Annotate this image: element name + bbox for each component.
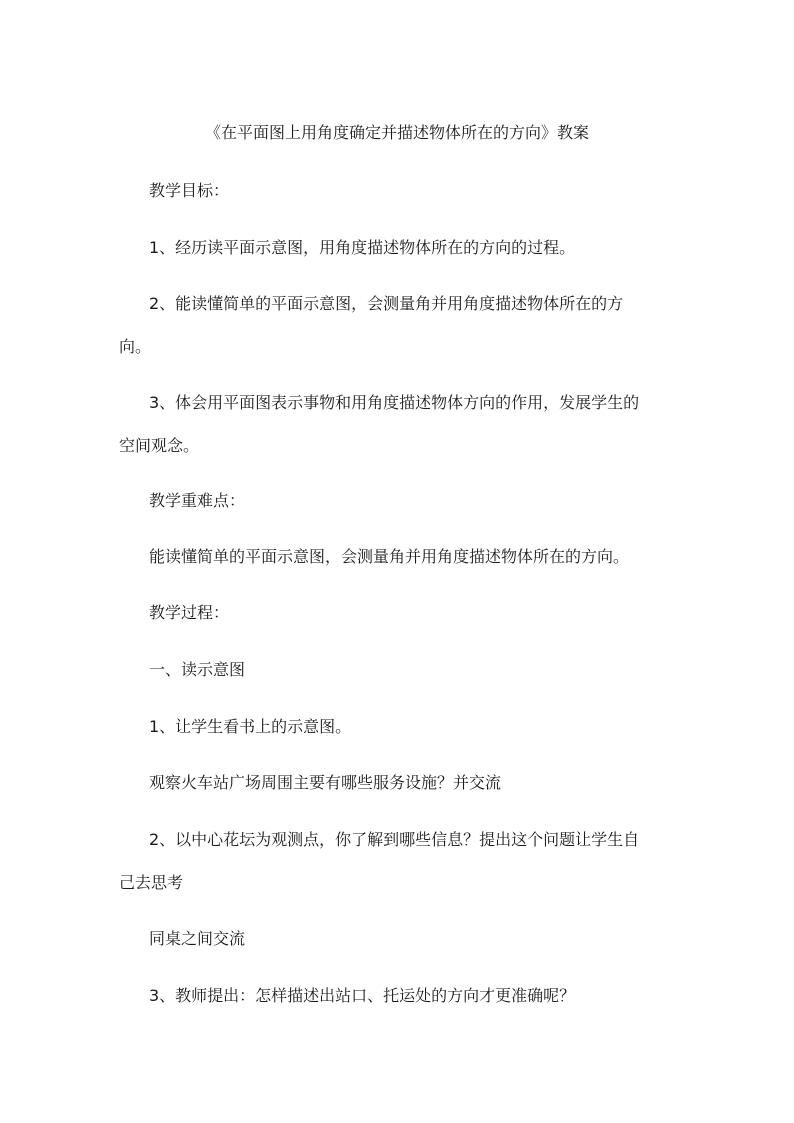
paragraph-line: 向。 [119, 337, 152, 356]
section-heading: 教学重难点： [149, 491, 246, 510]
document-title: 《在平面图上用角度确定并描述物体所在的方向》教案 [204, 123, 589, 142]
paragraph-line: 己去思考 [119, 873, 184, 892]
paragraph-line: 能读懂简单的平面示意图，会测量角并用角度描述物体所在的方向。 [149, 547, 630, 566]
paragraph-line: 3、体会用平面图表示事物和用角度描述物体方向的作用，发展学生的 [149, 393, 640, 412]
paragraph-line: 1、经历读平面示意图，用角度描述物体所在的方向的过程。 [149, 238, 576, 257]
paragraph-line: 教学目标： [149, 181, 230, 200]
paragraph-line: 1、让学生看书上的示意图。 [149, 717, 352, 736]
section-heading: 教学过程： [149, 603, 230, 622]
section-heading: 一、读示意图 [149, 660, 246, 679]
paragraph-line: 同桌之间交流 [149, 929, 246, 948]
paragraph-line: 空间观念。 [119, 436, 200, 455]
paragraph-line: 2、能读懂简单的平面示意图，会测量角并用角度描述物体所在的方 [149, 294, 624, 313]
paragraph-line: 2、以中心花坛为观测点，你了解到哪些信息？提出这个问题让学生自 [149, 830, 640, 849]
paragraph-line: 观察火车站广场周围主要有哪些服务设施？并交流 [149, 773, 502, 792]
paragraph-line: 3、教师提出：怎样描述出站口、托运处的方向才更准确呢？ [149, 986, 576, 1005]
